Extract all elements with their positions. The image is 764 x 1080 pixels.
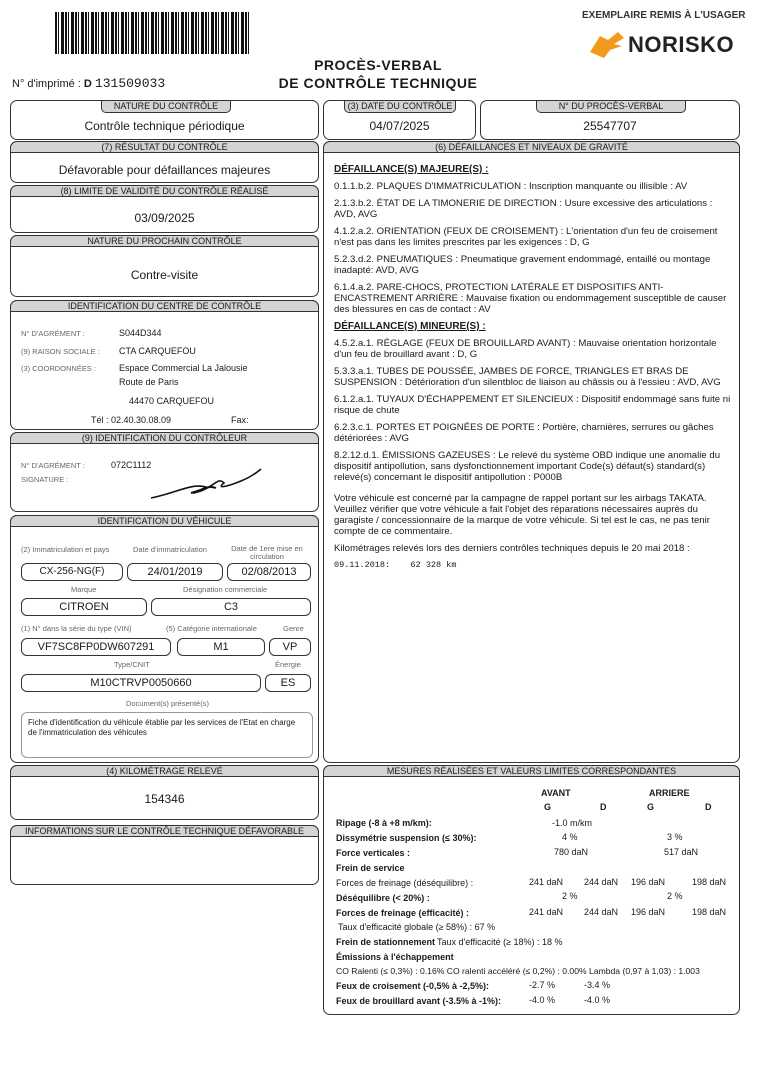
result-header: (7) RÉSULTAT DU CONTRÔLE (10, 141, 319, 153)
energie-label: Énergie (275, 660, 301, 669)
immat-label: (2) Immatriculation et pays (21, 545, 110, 554)
vin-field: VF7SC8FP0DW607291 (21, 638, 171, 656)
km-history-row (334, 560, 734, 570)
title-line-1: PROCÈS-VERBAL (314, 57, 442, 73)
km-header: (4) KILOMÉTRAGE RELEVÉ (10, 765, 319, 777)
minor-item: 4.5.2.a.1. RÉGLAGE (FEUX DE BROUILLARD AVANT) : Mauvaise orientation horizontale d'un feu de brouillard avant : D, G (334, 338, 717, 360)
force-vert-label: Force verticales : (336, 848, 411, 858)
fe-avg: 241 daN (529, 907, 564, 917)
feux-brouil-d: -4.0 % (584, 995, 611, 1005)
nature-header: NATURE DU CONTRÔLE (101, 101, 231, 113)
centre-addr3: 44470 CARQUEFOU (129, 396, 215, 406)
major-item: 4.1.2.a.2. ORIENTATION (FEUX DE CROISEMENT) : L'orientation d'un feu de croisement n'est pas dans les limites prescrites par les exigences : D, G (334, 226, 718, 248)
km-value: 154346 (144, 792, 185, 806)
date-circ-field: 02/08/2013 (227, 563, 311, 581)
major-item: 2.1.3.b.2. ÉTAT DE LA TIMONERIE DE DIRECTION : Usure excessive des articulations : AVD, AVG (334, 198, 713, 220)
print-number-prefix: D (83, 78, 92, 90)
feux-crois-g: -2.7 % (529, 980, 556, 990)
date-header: (3) DATE DU CONTRÔLE (344, 101, 456, 113)
d-arriere-label: D (705, 802, 712, 812)
km-history-date: 09.11.2018: (334, 560, 391, 570)
km-box (10, 765, 319, 820)
feux-brouil-g: -4.0 % (529, 995, 556, 1005)
fe-avd: 244 daN (584, 907, 619, 917)
frein-stat-value: Taux d'efficacité (≥ 18%) : 18 % (437, 937, 563, 947)
minor-item: 6.1.2.a.1. TUYAUX D'ÉCHAPPEMENT ET SILENCIEUX : Dispositif endommagé sans fuite ni risque de chute (334, 394, 731, 416)
avant-label: AVANT (541, 788, 571, 798)
fe-arg: 196 daN (631, 907, 666, 917)
info-header: INFORMATIONS SUR LE CONTRÔLE TECHNIQUE DÉFAVORABLE (10, 825, 319, 837)
mesures-box (323, 765, 740, 1015)
arriere-label: ARRIERE (649, 788, 690, 798)
categorie-field: M1 (177, 638, 265, 656)
fd-arg: 196 daN (631, 877, 666, 887)
print-number-label: N° d'imprimé : (12, 78, 81, 90)
centre-agrement-label: N° D'AGRÉMENT : (21, 329, 85, 338)
brand-name: NORISKO (628, 32, 735, 57)
next-control-header: NATURE DU PROCHAIN CONTRÔLE (10, 235, 319, 247)
d-avant-label: D (600, 802, 607, 812)
feux-crois-d: -3.4 % (584, 980, 611, 990)
eagle-logo-icon (588, 30, 628, 60)
genre-label: Genre (283, 624, 304, 633)
type-label: Type/CNIT (114, 660, 150, 669)
deseq-av: 2 % (562, 891, 578, 901)
ripage-value: -1.0 m/km (552, 818, 593, 828)
marque-label: Marque (71, 585, 97, 594)
recall-notice: Votre véhicule est concerné par la campagne de rappel portant sur les airbags TAKATA. Veuillez vérifier que votre véhicule a fait l'objet des réparations nécessaires auprès du garagiste / concessionnaire de la marque de votre véhicule. Si tel est le cas, ne pas tenir compte de ce commentaire. (334, 493, 710, 537)
fd-avg: 241 daN (529, 877, 564, 887)
signature-scribble (146, 463, 266, 503)
fe-ard: 198 daN (692, 907, 727, 917)
pv-box (480, 100, 740, 140)
minor-item: 6.2.3.c.1. PORTES ET POIGNÉES DE PORTE : Portière, charnières, serrures ou gâches détériorées : AVG (334, 422, 714, 444)
forces-eff-label: Forces de freinage (efficacité) : (336, 908, 470, 918)
minor-title: DÉFAILLANCE(S) MINEURE(S) : (334, 321, 486, 332)
defaillances-header: (6) DÉFAILLANCES ET NIVEAUX DE GRAVITÉ (323, 141, 740, 153)
force-vert-ar: 517 daN (664, 847, 699, 857)
title-line-2: DE CONTRÔLE TECHNIQUE (278, 75, 478, 91)
pv-header: N° DU PROCÈS-VERBAL (536, 101, 686, 113)
centre-agrement: S044D344 (119, 328, 162, 338)
date-immat-field: 24/01/2019 (127, 563, 223, 581)
force-vert-av: 780 daN (554, 847, 589, 857)
docs-box (21, 712, 313, 758)
major-item: 5.2.3.d.2. PNEUMATIQUES : Pneumatique gravement endommagé, entaillé ou montage inadapté: AVD, AVG (334, 254, 711, 276)
centre-header: IDENTIFICATION DU CENTRE DE CONTRÔLE (10, 300, 319, 312)
validity-value: 03/09/2025 (134, 211, 195, 225)
g-arriere-label: G (647, 802, 655, 812)
km-history-title: Kilométrages relevés lors des derniers contrôles techniques depuis le 20 mai 2018 : (334, 543, 690, 554)
nature-box (10, 100, 319, 140)
taux-global: Taux d'efficacité globale (≥ 58%) : 67 % (338, 922, 496, 932)
genre-field: VP (269, 638, 311, 656)
defaillances-box (323, 141, 740, 763)
dissym-av: 4 % (562, 832, 578, 842)
centre-addr1: Espace Commercial La Jalousie (119, 363, 248, 373)
docs-label: Document(s) présenté(s) (126, 699, 209, 708)
vehicle-box (10, 515, 319, 763)
centre-raison-label: (9) RAISON SOCIALE : (21, 347, 100, 356)
major-title: DÉFAILLANCE(S) MAJEURE(S) : (334, 164, 489, 175)
centre-tel: Tél : 02.40.30.08.09 (91, 415, 172, 425)
docs-value: Fiche d'identification du véhicule établie par les services de l'Etat en charge de l'immatriculation des véhicules (28, 718, 296, 737)
controleur-agrement-label: N° D'AGRÉMENT : (21, 461, 85, 470)
type-field: M10CTRVP0050660 (21, 674, 261, 692)
controleur-header: (9) IDENTIFICATION DU CONTRÔLEUR (10, 432, 319, 444)
emissions-value: CO Ralenti (≤ 0,3%) : 0.16% CO ralenti accéléré (≤ 0,2%) : 0.00% Lambda (0,97 à 1,03) : 1.003 (336, 966, 700, 976)
ripage-label: Ripage (-8 à +8 m/km): (336, 818, 432, 828)
controleur-agrement: 072C1112 (111, 460, 152, 470)
centre-box (10, 300, 319, 430)
pv-value: 25547707 (583, 119, 637, 133)
centre-coord-label: (3) COORDONNÉES : (21, 364, 97, 373)
page-title (262, 57, 494, 91)
result-box (10, 141, 319, 183)
nature-value: Contrôle technique périodique (84, 119, 245, 133)
frein-stat-label: Frein de stationnement (336, 937, 436, 947)
copy-label: EXEMPLAIRE REMIS À L'USAGER (582, 10, 746, 21)
validity-header: (8) LIMITE DE VALIDITÉ DU CONTRÔLE RÉALISÉ (10, 185, 319, 197)
date-circ-label: Date de 1ere mise en circulation (231, 544, 303, 561)
g-avant-label: G (544, 802, 552, 812)
designation-field: C3 (151, 598, 311, 616)
deseq-label: Déséquilibre (< 20%) : (336, 893, 430, 903)
next-control-value: Contre-visite (130, 268, 199, 282)
date-immat-label: Date d'immatriculation (133, 545, 207, 554)
km-history-value: 62 328 km (410, 560, 457, 570)
marque-field: CITROEN (21, 598, 147, 616)
dissym-label: Dissymétrie suspension (≤ 30%): (336, 833, 477, 843)
centre-raison: CTA CARQUEFOU (119, 346, 196, 356)
dissym-ar: 3 % (667, 832, 683, 842)
frein-service-label: Frein de service (336, 863, 405, 873)
forces-deseq-label: Forces de freinage (déséquilibre) : (336, 878, 474, 888)
designation-label: Désignation commerciale (183, 585, 268, 594)
print-number (12, 76, 165, 91)
energie-field: ES (265, 674, 311, 692)
deseq-ar: 2 % (667, 891, 683, 901)
print-number-value: 131509033 (94, 76, 166, 91)
defaillances-content (334, 164, 734, 570)
centre-addr2: Route de Paris (119, 377, 179, 387)
date-value: 04/07/2025 (369, 119, 430, 133)
result-value: Défavorable pour défaillances majeures (58, 163, 271, 177)
minor-item: 5.3.3.a.1. TUBES DE POUSSÉE, JAMBES DE FORCE, TRIANGLES ET BRAS DE SUSPENSION : Détérioration d'un silentbloc de liaison au châssis ou à l'essieu : AVD, AVG (334, 366, 721, 388)
validity-box (10, 185, 319, 233)
date-box (323, 100, 476, 140)
feux-brouil-label: Feux de brouillard avant (-3.5% à -1%): (336, 996, 502, 1006)
immat-field: CX-256-NG(F) (21, 563, 123, 581)
major-item: 6.1.4.a.2. PARE-CHOCS, PROTECTION LATÉRALE ET DISPOSITIFS ANTI-ENCASTREMENT ARRIÈRE : Mauvaise fixation ou endommagement susceptible de causer des blessures en cas de contact : AV (334, 282, 727, 315)
fd-avd: 244 daN (584, 877, 619, 887)
emissions-label: Émissions à l'échappement (336, 952, 454, 962)
info-box (10, 825, 319, 885)
feux-crois-label: Feux de croisement (-0,5% à -2,5%): (336, 981, 490, 991)
vehicle-header: IDENTIFICATION DU VÉHICULE (10, 515, 319, 527)
mesures-header: MESURES RÉALISÉES ET VALEURS LIMITES CORRESPONDANTES (323, 765, 740, 777)
controleur-signature-label: SIGNATURE : (21, 475, 69, 484)
controleur-box (10, 432, 319, 512)
vin-label: (1) N° dans la série du type (VIN) (21, 624, 132, 633)
next-control-box (10, 235, 319, 297)
barcode (55, 12, 250, 54)
fd-ard: 198 daN (692, 877, 727, 887)
minor-item: 8.2.12.d.1. ÉMISSIONS GAZEUSES : Le relevé du système OBD indique une anomalie du dispositif antipollution, sans dysfonctionnement important Code(s) défaut(s) standard(s) relevé(s) concernant le dispositif antipollution : P000B (334, 450, 721, 483)
categorie-label: (5) Catégorie internationale (166, 624, 257, 633)
major-item: 0.1.1.b.2. PLAQUES D'IMMATRICULATION : Inscription manquante ou illisible : AV (334, 181, 688, 192)
centre-fax: Fax: (231, 415, 249, 425)
